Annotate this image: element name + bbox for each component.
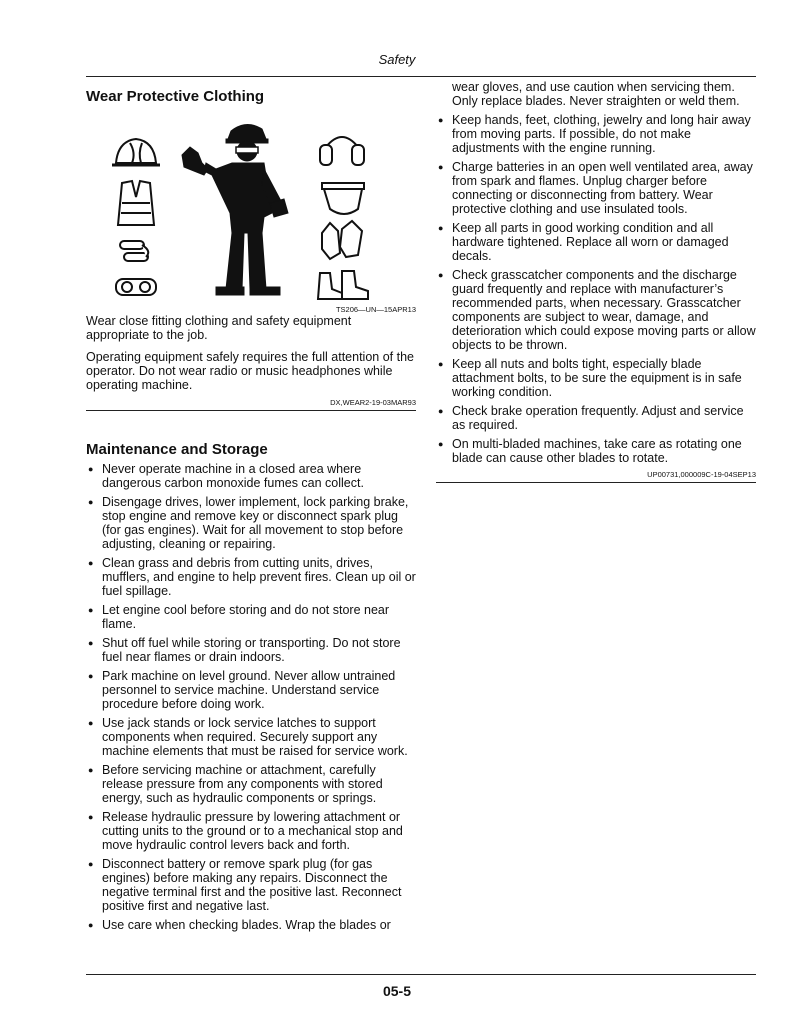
protective-clothing-section [86, 88, 416, 411]
page-number: 05-5 [382, 983, 412, 999]
list-item: ● Keep all parts in good working condition and all hardware tightened. Replace all worn or damaged decals. [436, 221, 756, 263]
list-item: ● Release hydraulic pressure by lowering attachment or cutting units to the ground or to a mechanical stop and move hydraulic control levers back and forth. [86, 810, 416, 852]
list-item: ● Charge batteries in an open well ventilated area, away from spark and flames. Unplug charger before connecting or disconnecting from battery. Wear protective clothing and use insulated tools. [436, 160, 756, 216]
ear-muffs-icon [320, 137, 364, 165]
list-item: ● Let engine cool before storing and do not store near flame. [86, 603, 416, 631]
safety-boots-icon [318, 271, 368, 299]
list-item: ● Park machine on level ground. Never allow untrained personnel to service machine. Understand service procedure before doing work. [86, 669, 416, 711]
left-column [86, 80, 416, 937]
list-item: ● Keep hands, feet, clothing, jewelry and long hair away from moving parts. If possible, do not make adjustments with the engine running. [436, 113, 756, 155]
list-item: ● Never operate machine in a closed area where dangerous carbon monoxide fumes can collect. [86, 462, 416, 490]
list-item: ● Disengage drives, lower implement, lock parking brake, stop engine and remove key or disconnect spark plug (for gas engines). Wait for all movement to stop before adjusting, cleaning or repairing. [86, 495, 416, 551]
respirator-icon [322, 183, 364, 214]
list-item: ● Before servicing machine or attachment, carefully release pressure from any components with stored energy, such as hydraulic components or springs. [86, 763, 416, 805]
page-header-title: Safety [378, 52, 416, 67]
figure-caption: TS206—UN—15APR13 [335, 305, 416, 314]
protective-clothing-figure [86, 113, 406, 303]
maintenance-list-right [436, 113, 756, 465]
right-column [436, 80, 756, 483]
safety-vest-icon [118, 181, 154, 225]
list-item: ● Check grasscatcher components and the discharge guard frequently and replace with manufacturer’s recommended parts, when necessary. Grasscatcher components are subject to wear, damage, and deterioration which could expose moving parts or allow objects to be thrown. [436, 268, 756, 352]
list-item: ● Disconnect battery or remove spark plug (for gas engines) before making any repairs. Disconnect the negative terminal first and the positive last. Reconnect positive first and negative last. [86, 857, 416, 913]
gloves-icon [322, 221, 362, 259]
list-item: ● Use jack stands or lock service latches to support components when required. Securely support any machine elements that must be raised for service work. [86, 716, 416, 758]
list-item: ● On multi-bladed machines, take care as rotating one blade can cause other blades to rotate. [436, 437, 756, 465]
protective-clothing-heading: Wear Protective Clothing [86, 88, 265, 105]
header-divider [86, 76, 756, 77]
protective-clothing-paragraph-1: Wear close fitting clothing and safety equipment appropriate to the job. [86, 314, 352, 342]
list-item: ● Check brake operation frequently. Adjust and service as required. [436, 404, 756, 432]
maintenance-reference: UP00731,000009C-19-04SEP13 [436, 470, 756, 483]
maintenance-storage-section [86, 441, 416, 932]
worker-figure-icon [182, 124, 288, 295]
protective-clothing-paragraph-2: Operating equipment safely requires the full attention of the operator. Do not wear radio or music headphones while operating machine. [86, 350, 414, 392]
list-item: ● Shut off fuel while storing or transporting. Do not store fuel near flames or drain indoors. [86, 636, 416, 664]
continuation-text: wear gloves, and use caution when servicing them. Only replace blades. Never straighten or weld them. [452, 80, 740, 108]
list-item: ● Use care when checking blades. Wrap the blades or [86, 918, 416, 932]
hard-hat-icon [112, 139, 160, 165]
footer-divider [86, 974, 756, 975]
protective-clothing-reference: DX,WEAR2-19-03MAR93 [86, 398, 416, 411]
ear-plugs-icon [120, 241, 148, 261]
list-item: ● Clean grass and debris from cutting units, drives, mufflers, and engine to help prevent fires. Clean up oil or fuel spillage. [86, 556, 416, 598]
goggles-icon [116, 279, 156, 295]
maintenance-list-left [86, 462, 416, 932]
list-item: ● Keep all nuts and bolts tight, especially blade attachment bolts, to be sure the equipment is in safe working condition. [436, 357, 756, 399]
maintenance-storage-heading: Maintenance and Storage [86, 441, 268, 458]
